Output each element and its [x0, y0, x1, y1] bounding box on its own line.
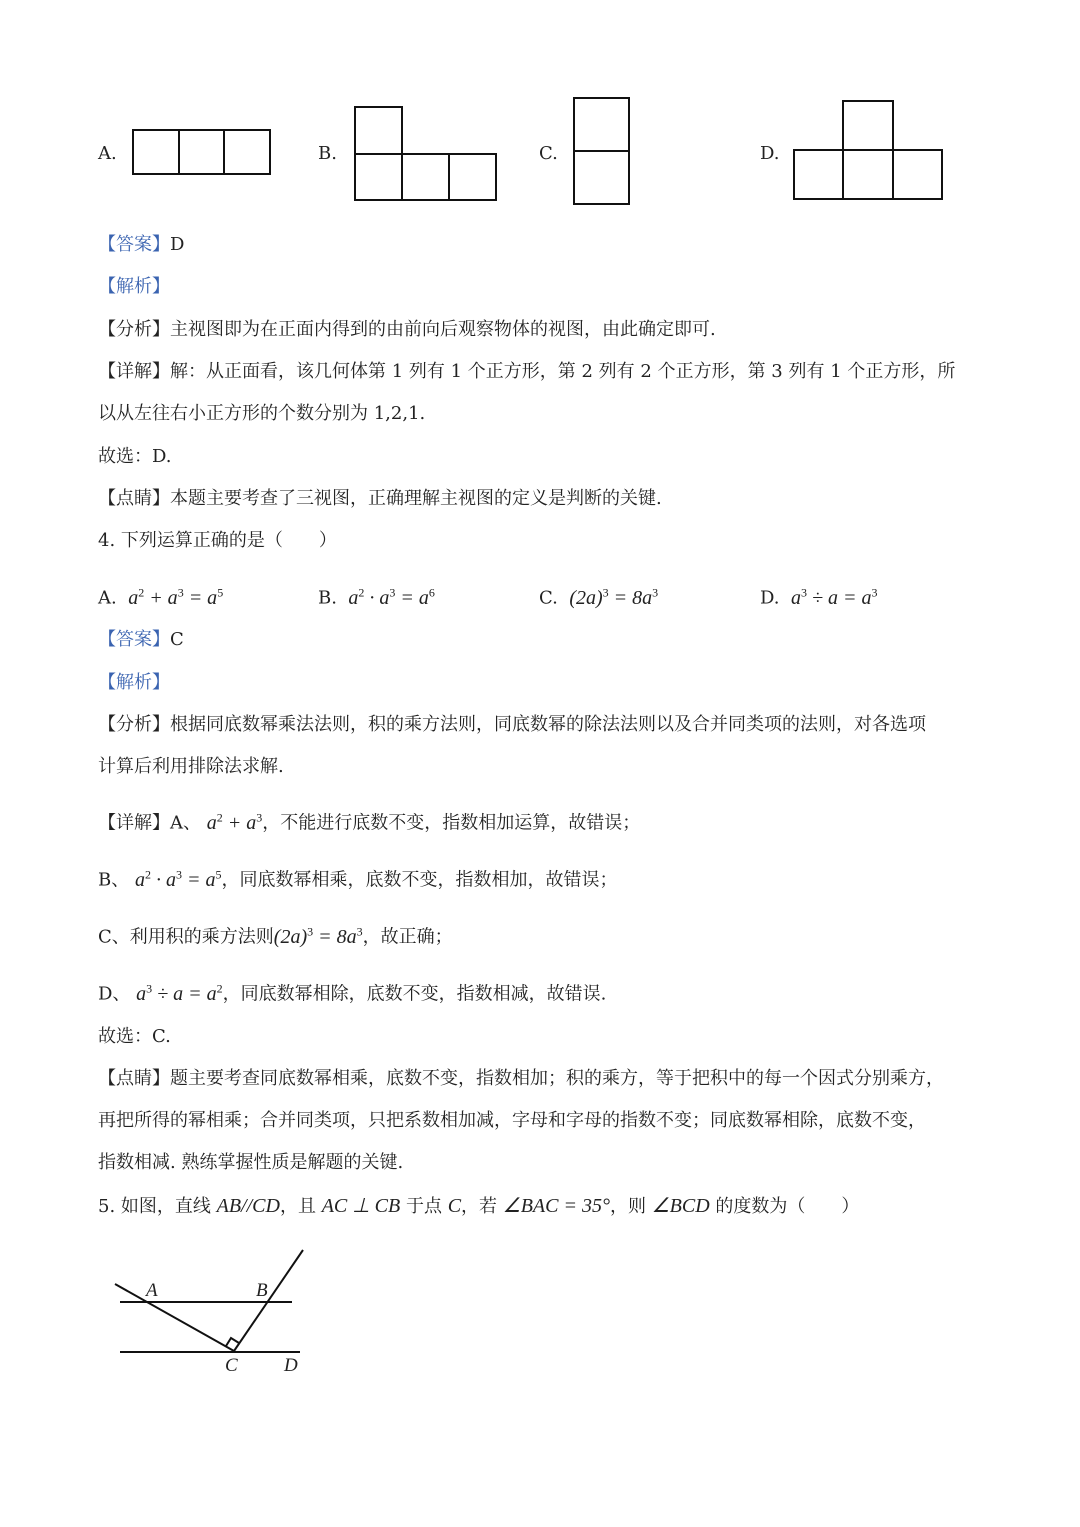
q4-comment-3: 指数相减. 熟练掌握性质是解题的关键. — [98, 1152, 404, 1173]
q4-fenxi: 【分析】根据同底数幂乘法法则，积的乘方法则，同底数幂的除法法则以及合并同类项的法则，对各选项 — [98, 714, 926, 735]
q4-choose: 故选：C. — [98, 1026, 171, 1047]
q4-comment-2: 再把所得的幂相乘；合并同类项，只把系数相加减，字母和字母的指数不变；同底数幂相除，底数不变， — [98, 1110, 926, 1131]
q4-option-a: A. $a^2 + a^3 = a^5$ — [98, 585, 224, 609]
point-d-label: D — [284, 1355, 298, 1376]
point-c-label: C — [225, 1355, 238, 1376]
q4-answer: 【答案】C — [98, 629, 184, 650]
q4-fenxi-2: 计算后利用排除法求解. — [98, 756, 284, 777]
q3-option-b: B. — [318, 143, 337, 164]
q3-choose: 故选：D. — [98, 446, 172, 467]
q4-option-b: B. $a^2 \cdot a^3 = a^6$ — [318, 585, 435, 609]
q3-option-c: C. — [539, 143, 558, 164]
q4-detail-a: 【详解】A、 $a^2 + a^3$，不能进行底数不变，指数相加运算，故错误； — [98, 810, 641, 834]
q4-option-c: C. $(2a)^3 = 8a^3$ — [539, 585, 659, 609]
q4-option-d: D. $a^3 \div a = a^3$ — [760, 585, 878, 609]
q4-detail-b: B、 $a^2 \cdot a^3 = a^5$，同底数幂相乘，底数不变，指数相加，故错误； — [98, 867, 618, 891]
q4-stem: 4. 下列运算正确的是（ ） — [98, 530, 337, 551]
q3-analysis-tag: 【解析】 — [98, 276, 170, 297]
q4-analysis-tag: 【解析】 — [98, 672, 170, 693]
q4-detail-d: D、 $a^3 \div a = a^2$，同底数幂相除，底数不变，指数相减，故错误. — [98, 981, 607, 1005]
q3-option-figures — [0, 0, 1080, 220]
point-b-label: B — [256, 1280, 268, 1301]
q4-comment: 【点睛】题主要考查同底数幂相乘，底数不变，指数相加；积的乘方，等于把积中的每一个因式分别乘方， — [98, 1068, 944, 1089]
q3-answer: 【答案】D — [98, 234, 185, 255]
q3-option-d: D. — [760, 143, 780, 164]
q3-option-a: A. — [98, 143, 117, 164]
q3-comment: 【点睛】本题主要考查了三视图，正确理解主视图的定义是判断的关键. — [98, 488, 662, 509]
q4-detail-c: C、利用积的乘方法则$(2a)^3 = 8a^3$，故正确； — [98, 924, 453, 948]
q3-detail-2: 以从左往右小正方形的个数分别为 1,2,1. — [98, 403, 426, 424]
point-a-label: A — [146, 1280, 158, 1301]
q3-fenxi: 【分析】主视图即为在正面内得到的由前向后观察物体的视图，由此确定即可. — [98, 319, 716, 340]
q3-detail: 【详解】解：从正面看，该几何体第 1 列有 1 个正方形，第 2 列有 2 个正方形，第 3 列有 1 个正方形，所 — [98, 361, 956, 382]
q5-stem: 5. 如图，直线 AB//CD，且 AC ⊥ CB 于点 C，若 ∠BAC = 35°，则 ∠BCD 的度数为（ ） — [98, 1195, 860, 1217]
